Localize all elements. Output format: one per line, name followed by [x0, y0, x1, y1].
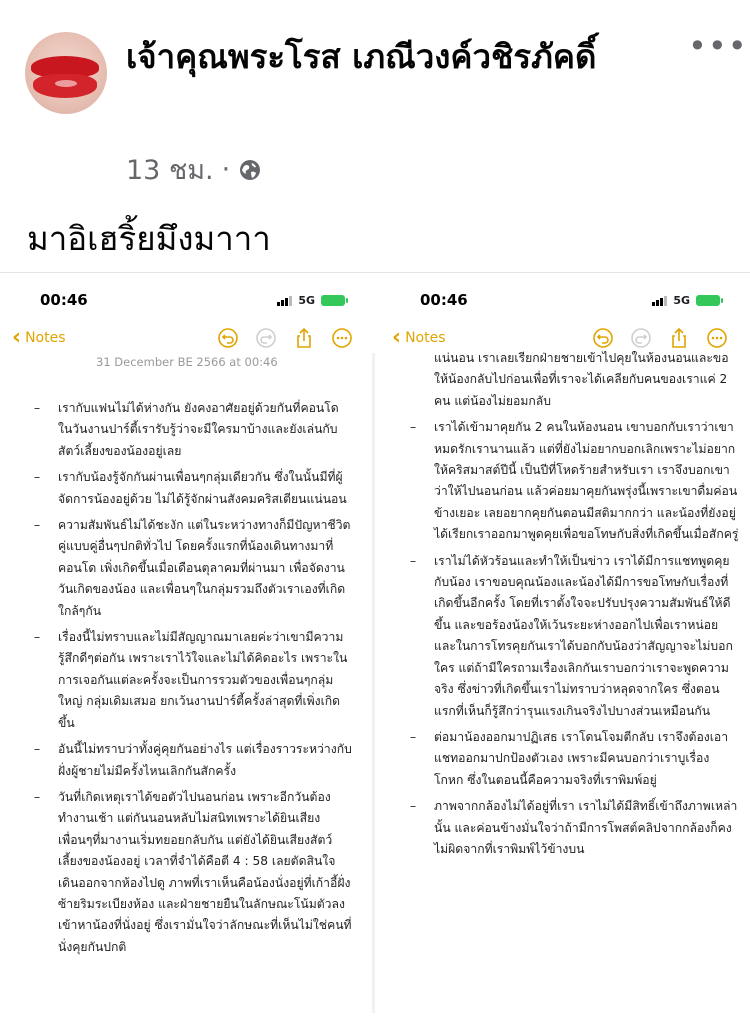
list-item: – เรื่องนี้ไม่ทราบและไม่มีสัญญาณมาเลยค่ะว่าเขามีความรู้สึกดีๆต่อกัน เพราะเราไว้ใจและไม่ได้คิดอะไร เพราะในการเจอกันแต่ละครั้งจะเป็นการรวมตัวของเพื่อนๆกลุ่มใหญ่ กลุ่มเดิมเสมอ ยกเว้นงานปาร์ตี้ครั้งล่าสุดที่เพิ่งเกิดขึ้น	[34, 630, 348, 730]
back-label: Notes	[25, 330, 66, 346]
share-icon[interactable]	[293, 327, 315, 349]
status-bar	[380, 291, 750, 313]
chevron-left-icon: ‹	[392, 325, 402, 350]
back-button[interactable]	[392, 327, 446, 349]
redo-icon[interactable]	[630, 327, 652, 349]
back-label: Notes	[405, 330, 446, 346]
list-item-continuation: แน่นอน เราเลยเรียกฝ่ายชายเข้าไปคุยในห้องนอนและขอให้น้องกลับไปก่อนเพื่อที่เราจะได้เคลียกับคนของเราแค่ 2 คน แต่น้องไม่ยอมกลับ	[434, 351, 729, 408]
signal-icon	[652, 295, 667, 306]
network-label: 5G	[298, 294, 315, 307]
author-avatar[interactable]	[25, 32, 107, 114]
post-meta	[126, 148, 262, 191]
undo-icon[interactable]	[592, 327, 614, 349]
list-item: – ความสัมพันธ์ไม่ได้ชะงัก แต่ในระหว่างทางก็มีปัญหาชีวิตคู่แบบคู่อื่นๆปกติทั่วไป โดยครั้งแรกที่น้องเดินทางมาที่คอนโด เพิ่งเกิดขึ้นเมื่อเดือนตุลาคมที่ผ่านมา เพื่อจัดงานวันเกิดของน้อง และเพื่อนๆในกลุ่มรวมถึงตัวเราเองที่เกิดใกล้ๆกัน	[34, 518, 351, 618]
more-options-button[interactable]: •••	[688, 27, 748, 65]
battery-icon	[321, 295, 345, 306]
note-date: 31 December BE 2566 at 00:46	[96, 355, 278, 369]
status-bar	[0, 291, 375, 313]
list-item: – ภาพจากกล้องไม่ได้อยู่ที่เรา เราไม่ได้มีสิทธิ์เข้าถึงภาพเหล่านั้น และค่อนข้างมั่นใจว่าถ้ามีการโพสต์คลิปจากกล้องก็คงไม่ผิดจากที่เราพิมพ์ไว้ข้างบน	[410, 799, 738, 856]
attached-screenshots[interactable]	[0, 272, 750, 1020]
meta-separator: ·	[221, 154, 231, 185]
more-icon[interactable]	[331, 327, 353, 349]
scroll-indicator	[372, 353, 375, 1013]
list-item: – เราได้เข้ามาคุยกัน 2 คนในห้องนอน เขาบอกกับเราว่าเขาหมดรักเรานานแล้ว แต่ที่ยังไม่อยากบอกเลิกเพราะไม่อยากให้คริสมาสต์ปีนี้ เป็นปีที่โหดร้ายสำหรับเรา เราจึงบอกเขาว่าให้ไปนอนก่อน แล้วค่อยมาคุยกันพรุ่งนี้เพราะเขาดื่มค่อนข้างเยอะ เลยอยากคุยกันตอนมีสติมากกว่า และน้องที่ยังอยู่ได้เรียกเราออกมาพูดคุยเพื่อขอโทษกับสิ่งที่เกิดขึ้นเมื่อสักครู่	[410, 420, 739, 542]
redo-icon[interactable]	[255, 327, 277, 349]
post-header	[0, 0, 750, 258]
notes-nav-bar	[0, 327, 375, 355]
status-time: 00:46	[420, 291, 468, 309]
post-caption: มาอิเฮริ้ยมึงมาาา	[27, 219, 271, 258]
list-item: – ต่อมาน้องออกมาปฏิเสธ เราโดนโจมตีกลับ เราจึงต้องเอาแชทออกมาปกป้องตัวเอง เพราะมีคนบอกว่าเราบูเรื่อง โกหก ซึ่งในตอนนี้คือความจริงที่เราพิมพ์อยู่	[410, 729, 729, 787]
list-item: – อันนี้ไม่ทราบว่าทั้งคู่คุยกันอย่างไร แต่เรื่องราวระหว่างกับฝั่งผู้ชายไม่มีครั้งไหนเลิกกันสักครั้ง	[34, 742, 352, 778]
globe-icon	[238, 158, 262, 182]
chevron-left-icon: ‹	[12, 325, 22, 350]
note-body-left[interactable]	[34, 398, 354, 963]
post-time[interactable]: 13 ชม.	[126, 155, 214, 186]
list-item: – วันที่เกิดเหตุเราได้ขอตัวไปนอนก่อน เพราะอีกวันต้องทำงานเช้า แต่กันนอนหลับไม่สนิทเพราะได้ยินเสียงเพื่อนๆที่มางานเริ่มทยอยกลับกัน แต่ยังได้ยินเสียงสัตว์เลี้ยงของน้องอยู่ เวลาที่จำได้คือตี 4 : 58 เลยตัดสินใจเดินออกจากห้องไปดู ภาพที่เราเห็นคือน้องนั่งอยู่ที่เก้าอี้ฝั่งซ้ายริมระเบียงห้อง และฝ่ายชายยืนในลักษณะโน้มตัวลงเข้าหาน้องที่นั่งอยู่ ซึ่งเรามั่นใจว่าลักษณะที่เห็นไม่ใช่คนที่นั่งคุยกันปกติ	[34, 789, 352, 954]
status-time: 00:46	[40, 291, 88, 309]
screenshot-left[interactable]	[0, 273, 375, 1020]
battery-icon	[696, 295, 720, 306]
signal-icon	[277, 295, 292, 306]
note-body-right[interactable]	[410, 348, 740, 865]
list-item: – เราไม่ได้หัวร้อนและทำให้เป็นข่าว เราได้มีการแชทพูดคุยกับน้อง เราขอบคุณน้องและน้องได้มีการขอโทษกับเรื่องที่เกิดขึ้นอีกครั้ง โดยที่เราตั้งใจจะปรับปรุงความสัมพันธ์ให้ดีขึ้น และขอร้องน้องให้เว้นระยะห่างออกไปเพื่อเราหน่อย และในการโทรคุยกันเราได้บอกกับน้องว่าสัญญาจะไม่บอกใคร แต่ถ้ามีใครถามเรื่องเลิกกันเราบอกว่าเราจะพูดความจริง ซึ่งข่าวที่เกิดขึ้นเราไม่ทราบว่าหลุดจากใคร ซึ่งตอนแรกที่เห็นก็รู้สึกว่ารุนแรงเกินจริงไปบางส่วนเหมือนกัน	[410, 553, 733, 718]
author-name[interactable]: เจ้าคุณพระโรส เภณีวงค์วชิรภัคดิ์	[126, 37, 597, 76]
more-icon[interactable]	[706, 327, 728, 349]
list-item: – เรากับน้องรู้จักกันผ่านเพื่อนๆกลุ่มเดียวกัน ซึ่งในนั้นมีที่ผู้จัดการน้องอยู่ด้วย ไม่ได้รู้จักผ่านสังคมคริสเตียนแน่นอน	[34, 470, 347, 506]
undo-icon[interactable]	[217, 327, 239, 349]
list-item: – เรากับแฟนไม่ได้ห่างกัน ยังคงอาศัยอยู่ด้วยกันที่คอนโด ในวันงานปาร์ตี้เรารับรู้ว่าจะมีใครมาบ้างและยังเล่นกับสัตว์เลี้ยงของน้องอยู่เลย	[34, 401, 339, 458]
back-button[interactable]	[12, 327, 66, 349]
network-label: 5G	[673, 294, 690, 307]
share-icon[interactable]	[668, 327, 690, 349]
